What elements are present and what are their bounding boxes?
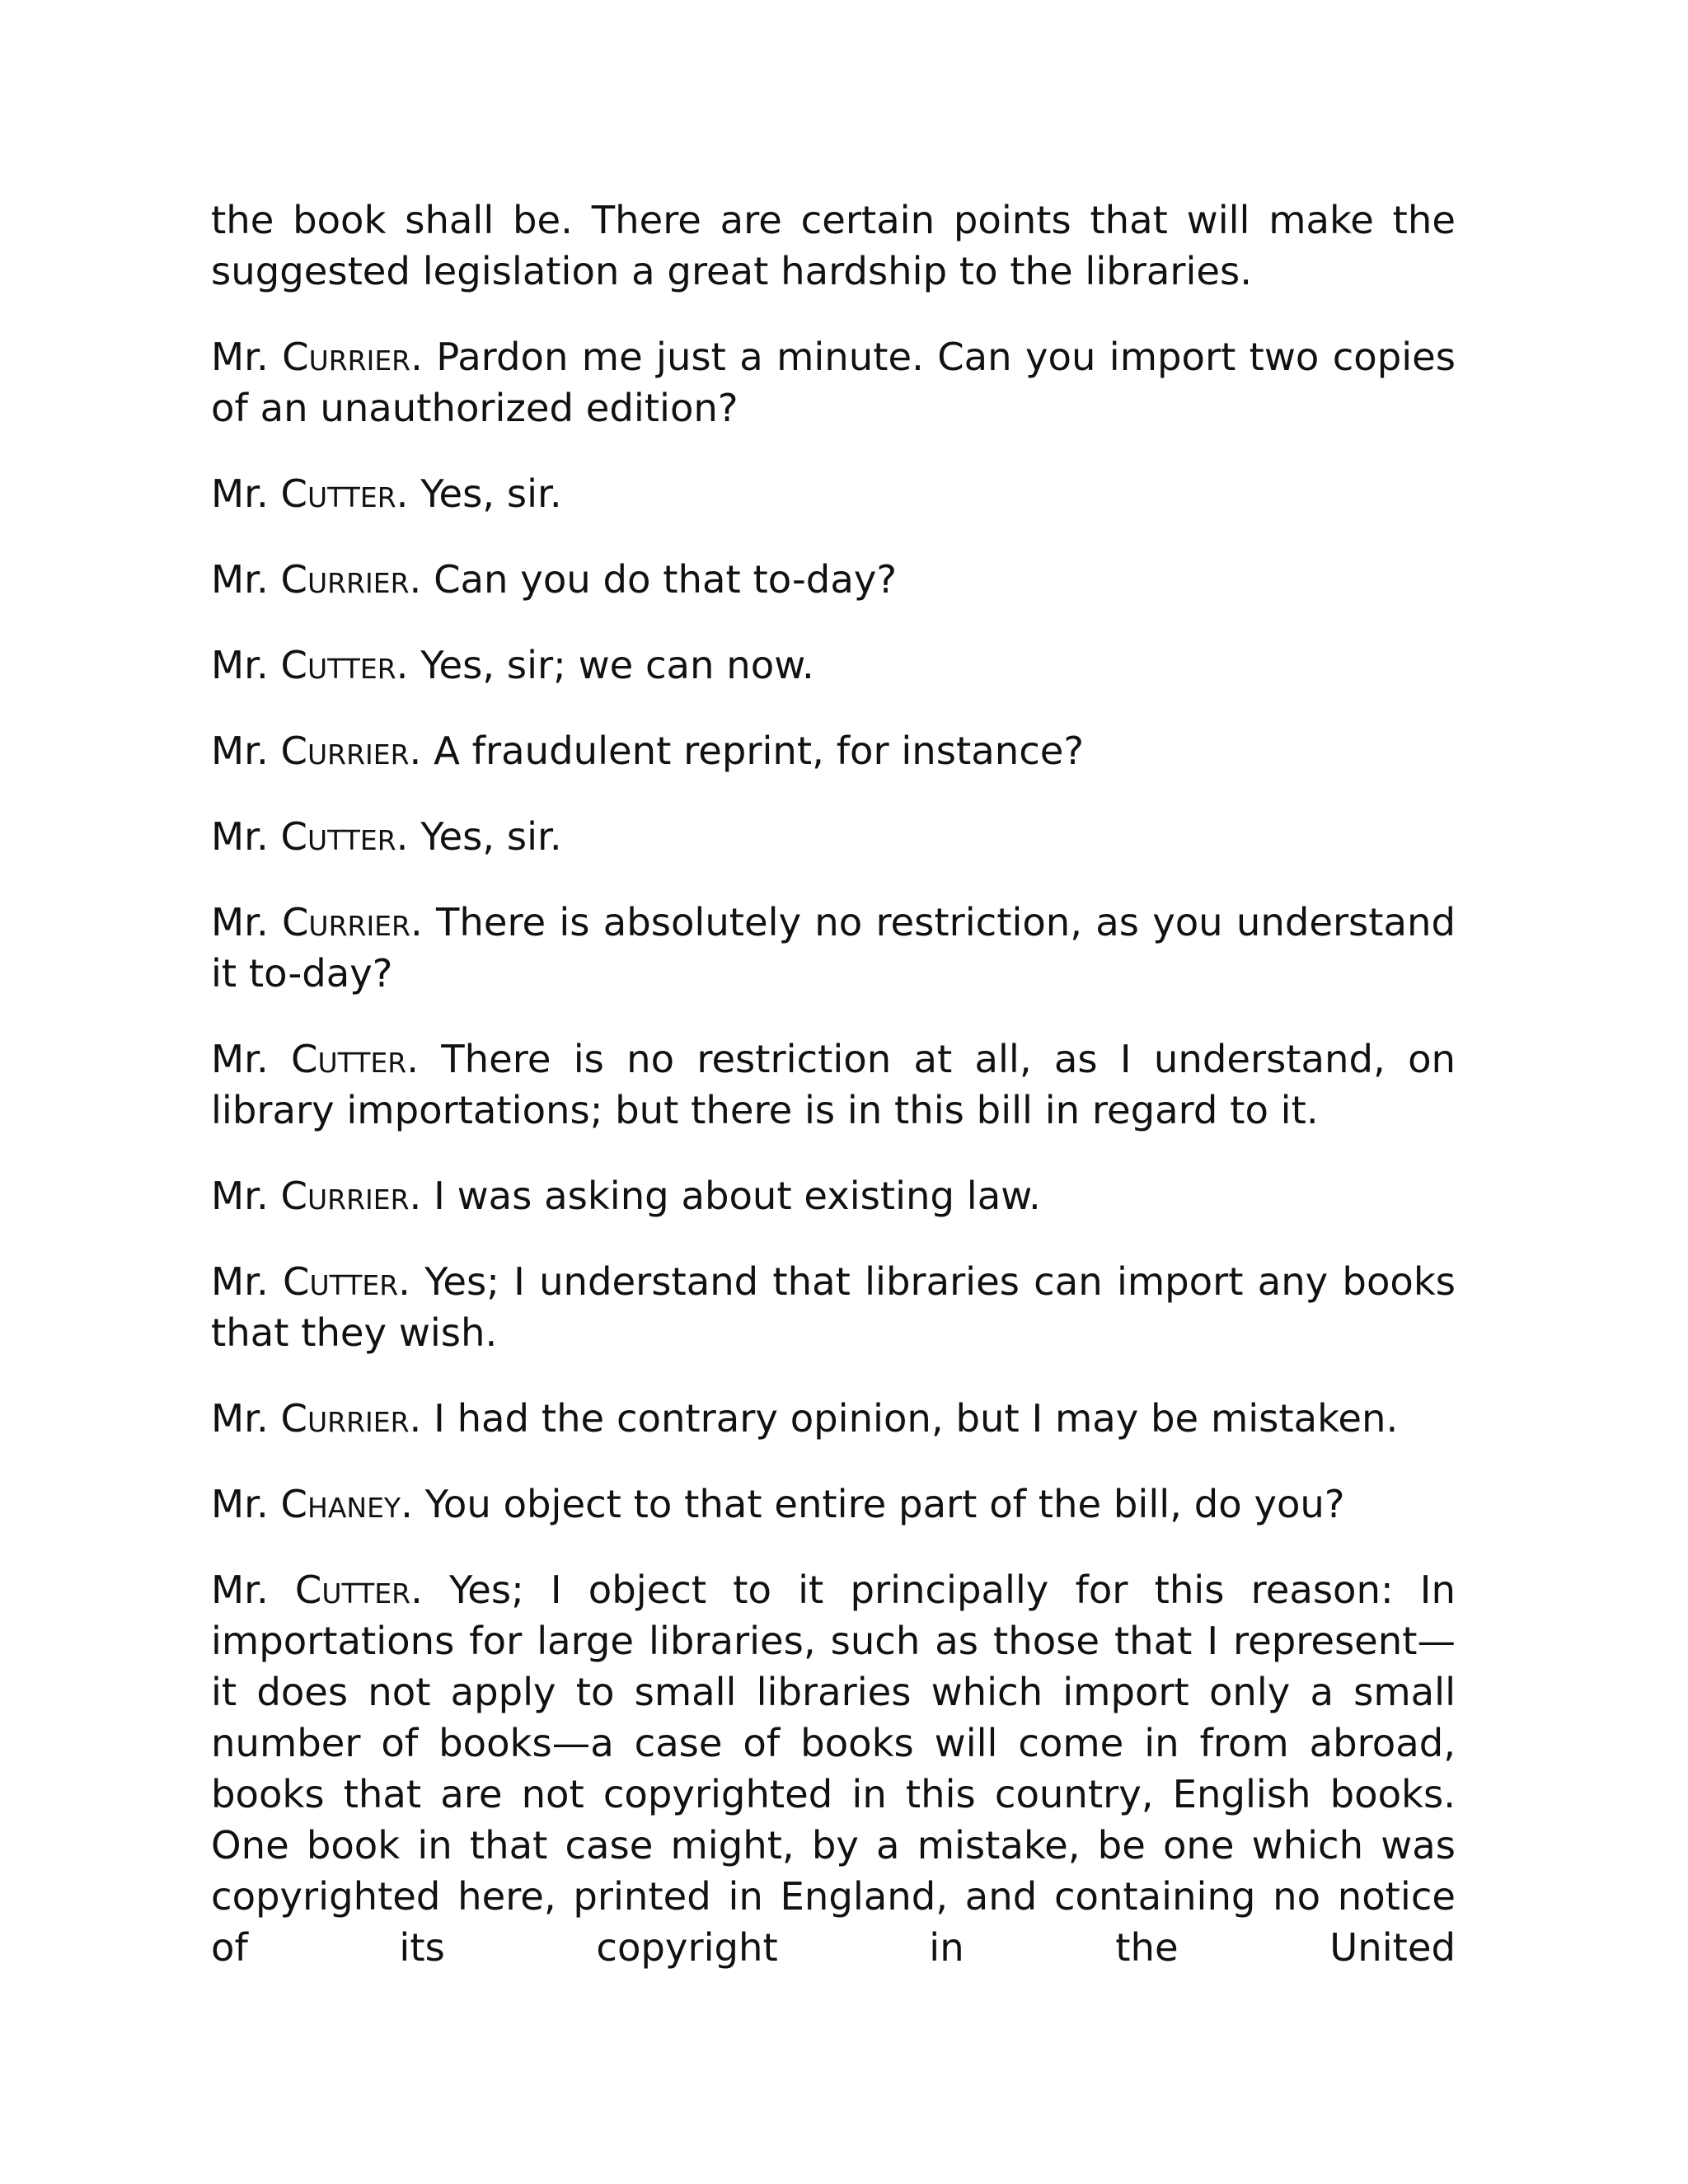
paragraph-text: . Yes; I object to it principally for this reason: In importations for large libraries, such as those that I represent—it does not apply to small libraries which import only a small number of books—a case of books will come in from abroad, books that are not copyrighted in this country, English books. One book in that case might, by a mistake, be one which was copyrighted here, printed in England, and containing no notice of its copyright in the United	[211, 1568, 1456, 1970]
paragraph-dialogue	[211, 897, 1456, 999]
speaker-name: Cutter	[280, 471, 396, 516]
paragraph-text: . Pardon me just a minute. Can you import two copies of an unauthorized edition?	[211, 335, 1456, 430]
paragraph-text: . Yes, sir.	[396, 814, 562, 859]
speaker-name: Cutter	[283, 1259, 399, 1304]
paragraph-dialogue	[211, 1393, 1456, 1444]
speaker-name: Cutter	[280, 643, 396, 687]
speaker-title: Mr.	[211, 471, 281, 516]
paragraph-text: . Yes, sir; we can now.	[396, 643, 814, 687]
paragraph-dialogue	[211, 1170, 1456, 1221]
speaker-name: Chaney	[280, 1482, 401, 1526]
speaker-name: Cutter	[291, 1037, 407, 1081]
speaker-title: Mr.	[211, 1482, 281, 1526]
speaker-name: Cutter	[294, 1568, 411, 1612]
paragraph-dialogue	[211, 811, 1456, 862]
paragraph-text: . There is no restriction at all, as I understand, on library importations; but there is in this bill in regard to it.	[211, 1037, 1456, 1132]
paragraph-text: the book shall be. There are certain points that will make the suggested legislation a great hardship to the libraries.	[211, 198, 1456, 293]
speaker-title: Mr.	[211, 900, 282, 944]
paragraph-dialogue	[211, 1564, 1456, 1973]
paragraph-dialogue	[211, 1033, 1456, 1136]
paragraph-text: . I had the contrary opinion, but I may be mistaken.	[409, 1396, 1399, 1441]
speaker-title: Mr.	[211, 557, 281, 602]
paragraph-dialogue	[211, 1256, 1456, 1358]
speaker-title: Mr.	[211, 1396, 281, 1441]
speaker-name: Currier	[280, 729, 410, 773]
speaker-title: Mr.	[211, 1037, 292, 1081]
paragraph-text: . Can you do that to-day?	[409, 557, 898, 602]
paragraph-dialogue	[211, 331, 1456, 434]
paragraph-text: . A fraudulent reprint, for instance?	[409, 729, 1085, 773]
speaker-title: Mr.	[211, 729, 281, 773]
speaker-title: Mr.	[211, 1259, 283, 1304]
paragraph-dialogue	[211, 1479, 1456, 1530]
speaker-title: Mr.	[211, 1568, 295, 1612]
paragraph-dialogue	[211, 725, 1456, 776]
paragraph-text: . There is absolutely no restriction, as you understand it to-day?	[211, 900, 1456, 996]
speaker-name: Currier	[280, 557, 410, 602]
speaker-name: Currier	[282, 335, 411, 379]
speaker-name: Currier	[280, 1174, 410, 1218]
speaker-name: Currier	[280, 1396, 410, 1441]
paragraph-text: . I was asking about existing law.	[409, 1174, 1041, 1218]
paragraph-text: . Yes, sir.	[396, 471, 562, 516]
paragraph-dialogue	[211, 640, 1456, 691]
speaker-name: Currier	[281, 900, 410, 944]
paragraph-dialogue	[211, 554, 1456, 605]
speaker-title: Mr.	[211, 335, 283, 379]
paragraph-continuation	[211, 194, 1456, 297]
paragraph-dialogue	[211, 468, 1456, 519]
document-page	[211, 194, 1456, 2008]
speaker-title: Mr.	[211, 1174, 281, 1218]
speaker-title: Mr.	[211, 643, 281, 687]
paragraph-text: . Yes; I understand that libraries can import any books that they wish.	[211, 1259, 1456, 1355]
speaker-title: Mr.	[211, 814, 281, 859]
speaker-name: Cutter	[280, 814, 396, 859]
paragraph-text: . You object to that entire part of the bill, do you?	[401, 1482, 1345, 1526]
